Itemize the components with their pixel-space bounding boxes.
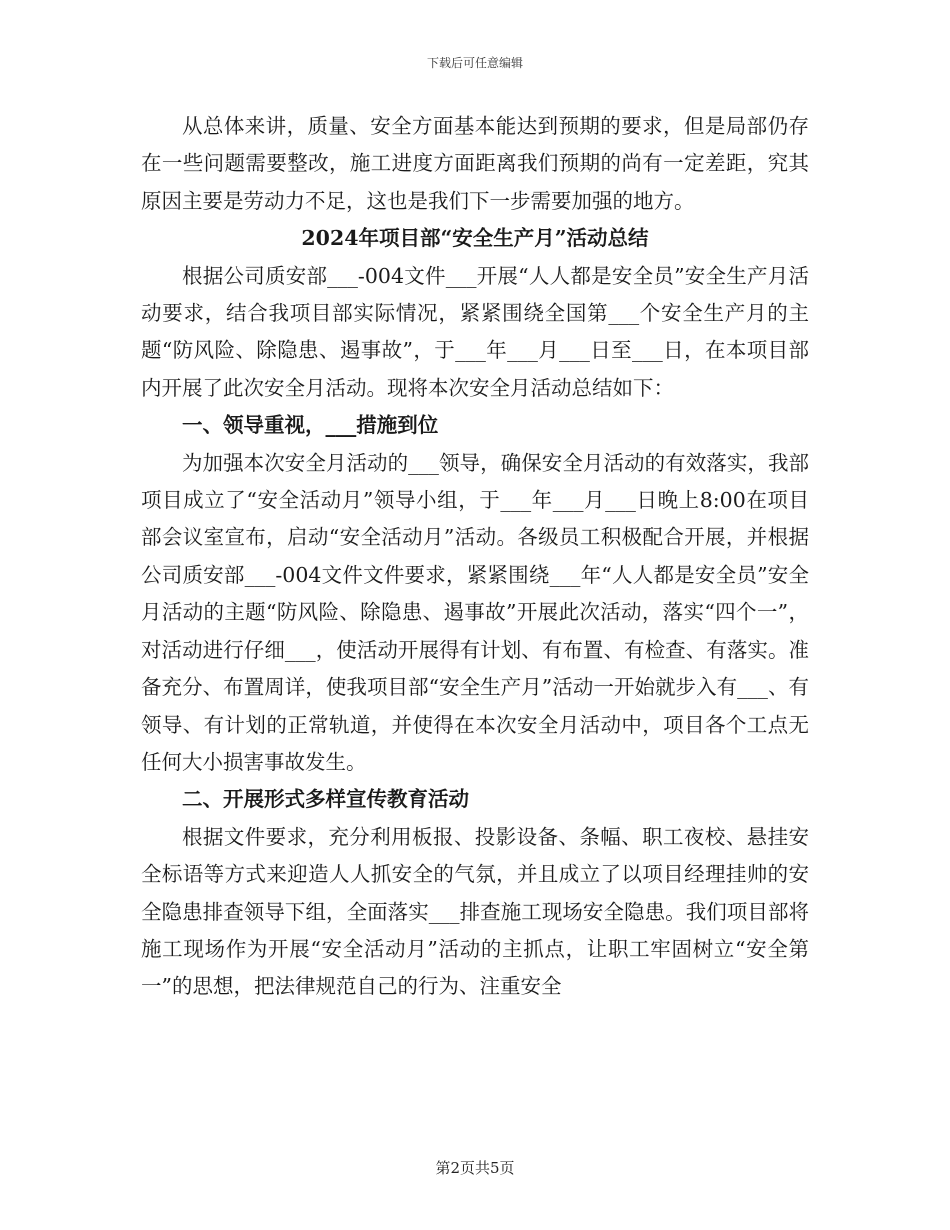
intro-paragraph: 从总体来讲，质量、安全方面基本能达到预期的要求，但是局部仍存在一些问题需要整改，施工进度方面距离我们预期的尚有一定差距，究其原因主要是劳动力不足，这也是我们下一步需要加强的地方。 (141, 114, 809, 213)
paragraph-2: 为加强本次安全月活动的___领导，确保安全月活动的有效落实，我部项目成立了“安全活动月”领导小组，于___年___月___日晚上8:00在项目部会议室宣布，启动“安全活动月”活动。各级员工积极配合开展，并根据公司质安部___-004文件文件要求，紧紧围绕___年“人人都是安全员”安全月活动的主题“防风险、除隐患、遏事故”开展此次活动，落实“四个一”，对活动进行仔细___，使活动开展得有计划、有布置、有检查、有落实。准备充分、布置周详，使我项目部“安全生产月”活动一开始就步入有___、有领导、有计划的正常轨道，并使得在本次安全月活动中，项目各个工点无任何大小损害事故发生。 (141, 450, 809, 774)
paragraph-3: 根据文件要求，充分利用板报、投影设备、条幅、职工夜校、悬挂安全标语等方式来迎造人人抓安全的气氛，并且成立了以项目经理挂帅的安全隐患排查领导下组，全面落实___排查施工现场安全隐患。我们项目部将施工现场作为开展“安全活动月”活动的主抓点，让职工牢固树立“安全第一”的思想，把法律规范自己的行为、注重安全 (141, 824, 809, 999)
paragraph-1: 根据公司质安部___-004文件___开展“人人都是安全员”安全生产月活动要求，结合我项目部实际情况，紧紧围绕全国第___个安全生产月的主题“防风险、除隐患、遏事故”，于___年___月___日至___日，在本项目部内开展了此次安全月活动。现将本次安全月活动总结如下： (141, 263, 809, 400)
document-body (141, 108, 809, 1006)
page-header: 下载后可任意编辑 (426, 56, 523, 70)
page-number: 第2页共5页 (435, 1159, 515, 1177)
section-2-heading: 二、开展形式多样宣传教育活动 (182, 787, 469, 812)
document-title: 2024年项目部“安全生产月”活动总结 (301, 226, 649, 251)
section-1-heading: 一、领导重视，___措施到位 (182, 413, 439, 438)
